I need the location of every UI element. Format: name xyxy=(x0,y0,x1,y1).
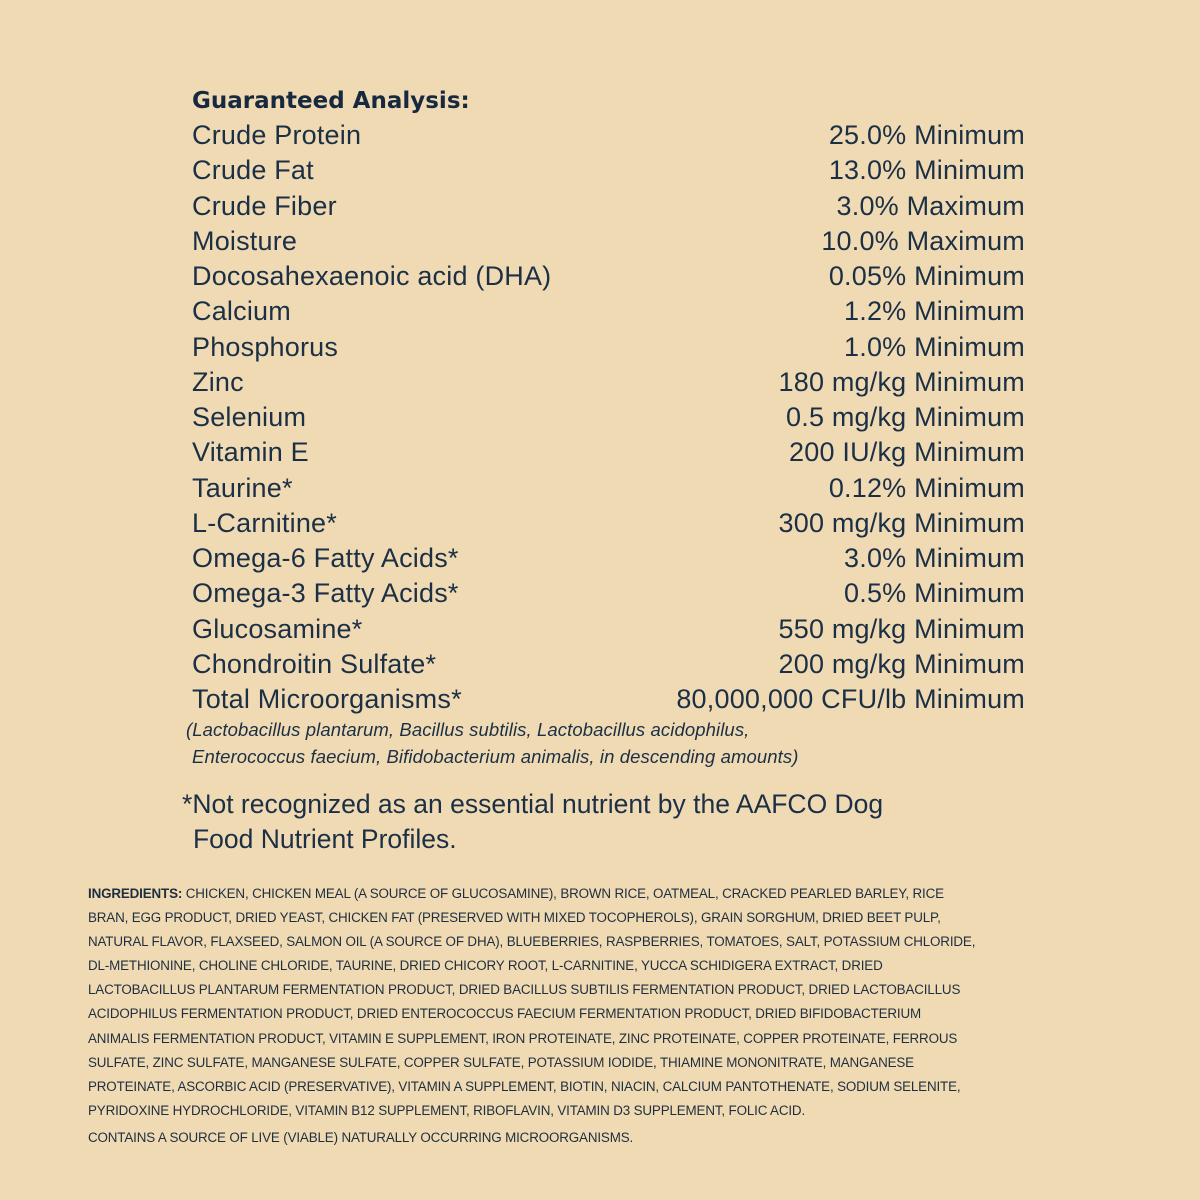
nutrient-row xyxy=(192,153,1025,188)
nutrient-row xyxy=(192,682,1025,717)
nutrient-value: 1.0% Minimum xyxy=(844,331,1025,362)
nutrient-name: L-Carnitine* xyxy=(192,507,337,538)
nutrient-value: 25.0% Minimum xyxy=(828,120,1025,151)
microorganisms-note xyxy=(186,716,986,770)
nutrient-value: 300 mg/kg Minimum xyxy=(778,507,1025,538)
ingredients-line: LACTOBACILLUS PLANTARUM FERMENTATION PRODUCT, DRIED BACILLUS SUBTILIS FERMENTATION PRODUCT, DRIED LACTOBACILLUS xyxy=(88,982,961,998)
nutrient-row xyxy=(192,224,1025,259)
nutrient-name: Taurine* xyxy=(192,472,293,503)
nutrient-row xyxy=(192,294,1025,329)
nutrient-value: 3.0% Maximum xyxy=(836,190,1025,221)
nutrient-value: 10.0% Maximum xyxy=(821,225,1025,256)
nutrient-name: Total Microorganisms* xyxy=(192,684,462,715)
nutrient-row xyxy=(192,647,1025,682)
nutrient-row xyxy=(192,471,1025,506)
nutrient-value: 13.0% Minimum xyxy=(828,155,1025,186)
ingredients-line: ACIDOPHILUS FERMENTATION PRODUCT, DRIED ENTEROCOCCUS FAECIUM FERMENTATION PRODUCT, DRIED BIFIDOBACTERIUM xyxy=(88,1006,922,1022)
nutrient-row xyxy=(192,435,1025,470)
nutrient-name: Crude Fiber xyxy=(192,190,337,221)
ingredients-line: SULFATE, ZINC SULFATE, MANGANESE SULFATE, COPPER SULFATE, POTASSIUM IODIDE, THIAMINE MONONITRATE, MANGANESE xyxy=(88,1054,914,1070)
nutrient-row xyxy=(192,400,1025,435)
nutrient-name: Phosphorus xyxy=(192,331,339,362)
ingredients-line: PYRIDOXINE HYDROCHLORIDE, VITAMIN B12 SUPPLEMENT, RIBOFLAVIN, VITAMIN D3 SUPPLEMENT, FOLIC ACID. xyxy=(88,1102,806,1118)
ingredients-line: ANIMALIS FERMENTATION PRODUCT, VITAMIN E SUPPLEMENT, IRON PROTEINATE, ZINC PROTEINATE, COPPER PROTEINATE, FERROUS xyxy=(88,1030,958,1046)
nutrient-row xyxy=(192,118,1025,153)
nutrient-value: 0.5% Minimum xyxy=(844,578,1025,609)
nutrient-row xyxy=(192,506,1025,541)
microorganisms-note-line: (Lactobacillus plantarum, Bacillus subtilis, Lactobacillus acidophilus, xyxy=(186,719,750,740)
nutrient-name: Omega-3 Fatty Acids* xyxy=(192,578,459,609)
nutrient-value: 0.5 mg/kg Minimum xyxy=(786,402,1025,433)
nutrient-value: 80,000,000 CFU/lb Minimum xyxy=(676,684,1025,715)
ingredients-line: NATURAL FLAVOR, FLAXSEED, SALMON OIL (A SOURCE OF DHA), BLUEBERRIES, RASPBERRIES, TOMATOES, SALT, POTASSIUM CHLORIDE, xyxy=(88,934,976,950)
ingredients-line xyxy=(88,882,1118,906)
nutrient-name: Crude Protein xyxy=(192,120,362,151)
nutrient-row xyxy=(192,330,1025,365)
footnote-line: Food Nutrient Profiles. xyxy=(193,824,457,854)
guaranteed-analysis-title: Guaranteed Analysis: xyxy=(192,88,470,114)
ingredients-text: CHICKEN, CHICKEN MEAL (A SOURCE OF GLUCOSAMINE), BROWN RICE, OATMEAL, CRACKED PEARLED BARLEY, RICE xyxy=(182,886,944,901)
nutrient-value: 180 mg/kg Minimum xyxy=(778,366,1025,397)
nutrient-row xyxy=(192,365,1025,400)
live-microorganisms-note: CONTAINS A SOURCE OF LIVE (VIABLE) NATURALLY OCCURRING MICROORGANISMS. xyxy=(88,1130,634,1145)
nutrient-name: Vitamin E xyxy=(192,437,309,468)
nutrient-row xyxy=(192,189,1025,224)
nutrient-name: Chondroitin Sulfate* xyxy=(192,648,437,679)
nutrient-name: Docosahexaenoic acid (DHA) xyxy=(192,261,552,292)
nutrient-row xyxy=(192,541,1025,576)
guaranteed-analysis-section xyxy=(192,84,1025,717)
nutrient-value: 3.0% Minimum xyxy=(844,543,1025,574)
nutrient-value: 200 IU/kg Minimum xyxy=(789,437,1025,468)
ingredients-label: INGREDIENTS: xyxy=(88,886,183,901)
nutrient-value: 0.05% Minimum xyxy=(828,261,1025,292)
ingredients-line: BRAN, EGG PRODUCT, DRIED YEAST, CHICKEN FAT (PRESERVED WITH MIXED TOCOPHEROLS), GRAIN SORGHUM, DRIED BEET PULP, xyxy=(88,910,941,926)
aafco-footnote xyxy=(182,787,1022,857)
ingredients-list xyxy=(88,882,1118,1123)
nutrient-row xyxy=(192,576,1025,611)
nutrient-name: Selenium xyxy=(192,402,307,433)
nutrient-name: Moisture xyxy=(192,225,298,256)
nutrient-name: Calcium xyxy=(192,296,291,327)
microorganisms-note-line: Enterococcus faecium, Bifidobacterium animalis, in descending amounts) xyxy=(192,746,799,767)
nutrient-row xyxy=(192,612,1025,647)
nutrient-row xyxy=(192,259,1025,294)
guaranteed-analysis-table xyxy=(192,118,1025,717)
nutrient-value: 200 mg/kg Minimum xyxy=(778,648,1025,679)
ingredients-line: DL-METHIONINE, CHOLINE CHLORIDE, TAURINE, DRIED CHICORY ROOT, L-CARNITINE, YUCCA SCHIDIGERA EXTRACT, DRIED xyxy=(88,958,883,974)
nutrient-value: 0.12% Minimum xyxy=(828,472,1025,503)
nutrient-name: Crude Fat xyxy=(192,155,314,186)
nutrient-value: 550 mg/kg Minimum xyxy=(778,613,1025,644)
nutrient-name: Zinc xyxy=(192,366,244,397)
ingredients-line: PROTEINATE, ASCORBIC ACID (PRESERVATIVE), VITAMIN A SUPPLEMENT, BIOTIN, NIACIN, CALCIUM PANTOTHENATE, SODIUM SELENITE, xyxy=(88,1078,961,1094)
footnote-line: *Not recognized as an essential nutrient by the AAFCO Dog xyxy=(182,789,884,819)
nutrient-value: 1.2% Minimum xyxy=(844,296,1025,327)
nutrient-name: Omega-6 Fatty Acids* xyxy=(192,543,459,574)
nutrient-name: Glucosamine* xyxy=(192,613,363,644)
